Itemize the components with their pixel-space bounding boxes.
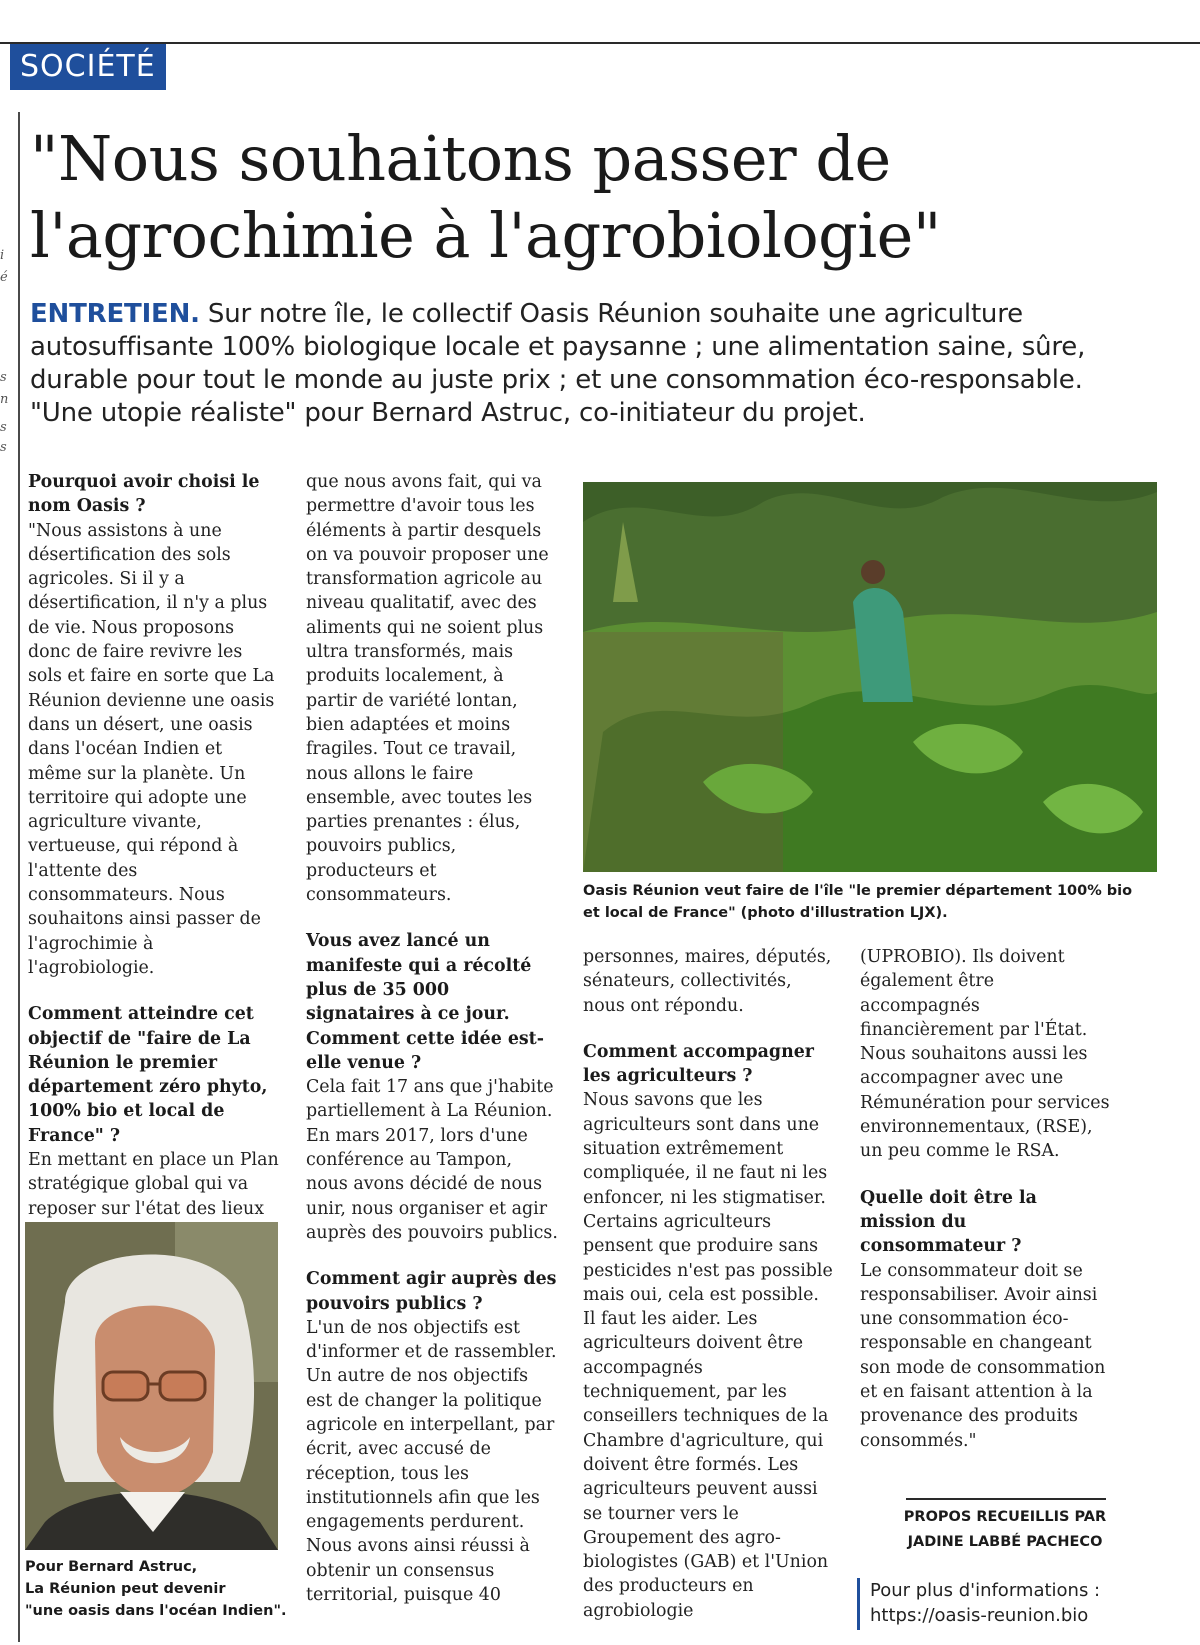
lede-text: Sur notre île, le collectif Oasis Réunion souhaite une agriculture autosuffisante 100% biologique locale et paysanne ; une alimentation saine, sûre, durable pour tout le monde au juste prix ; et une consommation éco-responsable. "Une utopie réaliste" pour Bernard Astruc, co-initiateur du projet.	[30, 299, 1086, 428]
answer: En mettant en place un Plan stratégique global qui va reposer sur l'état des lieux	[28, 1150, 279, 1219]
lede	[30, 298, 1130, 430]
info-line: Pour plus d'informations :	[870, 1580, 1101, 1601]
info-link[interactable]: https://oasis-reunion.bio	[870, 1605, 1089, 1626]
portrait-caption	[25, 1556, 295, 1622]
headline-line: "Nous souhaitons passer de	[30, 122, 891, 195]
answer: Nous savons que les agriculteurs sont dans une situation extrêmement compliquée, il ne faut ni les enfoncer, ni les stigmatiser. Certains agriculteurs pensent que produire sans pesticides n'est pas possible mais oui, cela est possible. Il faut les aider. Les agriculteurs doivent être accompagnés techniquement, par les conseillers techniques de la Chambre d'agriculture, qui doivent être formés. Les agriculteurs peuvent aussi se tourner vers le Groupement des agro-biologistes (GAB) et l'Union des producteurs en agrobiologie	[583, 1090, 833, 1621]
garden-photo	[583, 482, 1157, 872]
column-4	[860, 945, 1112, 1453]
answer: L'un de nos objectifs est d'informer et de rassembler. Un autre de nos objectifs est de changer la politique agricole en interpellant, par écrit, avec accusé de réception, tous les institutionnels afin que les engagements perdurent. Nous avons ainsi réussi à obtenir un consensus territorial, puisque 40	[306, 1317, 557, 1606]
question: Comment atteindre cet objectif de "faire de La Réunion le premier département zéro phyto, 100% bio et local de France" ?	[28, 1004, 268, 1146]
column-3	[583, 945, 835, 1623]
margin-fragment: s	[0, 370, 7, 385]
margin-fragment: é	[0, 270, 8, 285]
column-1	[28, 470, 280, 1221]
margin-fragment: i	[0, 248, 5, 263]
margin-fragment: s	[0, 420, 7, 435]
credit-line: JADINE LABBÉ PACHECO	[907, 1534, 1103, 1550]
answer: "Nous assistons à une désertification des sols agricoles. Si il y a désertification, il n'y a plus de vie. Nous proposons donc de faire revivre les sols et faire en sorte que La Réunion devienne une oasis dans un désert, une oasis dans l'océan Indien et même sur la planète. Un territoire qui adopte une agriculture vivante, vertueuse, qui répond à l'attente des consommateurs. Nous souhaitons ainsi passer de l'agrochimie à l'agrobiologie.	[28, 520, 275, 978]
caption-line: Pour Bernard Astruc,	[25, 1559, 198, 1575]
headline	[30, 120, 1180, 274]
question: Pourquoi avoir choisi le nom Oasis ?	[28, 472, 260, 517]
question: Quelle doit être la mission du consommateur ?	[860, 1187, 1037, 1257]
credit-line: PROPOS RECUEILLIS PAR	[903, 1509, 1107, 1525]
portrait-photo	[25, 1222, 278, 1550]
lede-label: ENTRETIEN.	[30, 299, 200, 329]
info-bar	[857, 1578, 860, 1630]
answer: personnes, maires, députés, sénateurs, collectivités, nous ont répondu.	[583, 947, 832, 1016]
answer: Le consommateur doit se responsabiliser. Avoir ainsi une consommation éco-responsable en changeant son mode de consommation et en faisant attention à la provenance des produits consommés."	[860, 1260, 1106, 1451]
headline-line: l'agrochimie à l'agrobiologie"	[30, 199, 941, 272]
answer: Cela fait 17 ans que j'habite partiellement à La Réunion. En mars 2017, lors d'une conférence au Tampon, nous avons décidé de nous unir, nous organiser et agir auprès des pouvoirs publics.	[306, 1077, 558, 1243]
caption-line: La Réunion peut devenir	[25, 1581, 226, 1597]
caption-line: Oasis Réunion veut faire de l'île "le premier département 100% bio	[583, 883, 1133, 899]
credit	[880, 1505, 1130, 1555]
margin-fragment: s	[0, 440, 7, 455]
question: Comment accompagner les agriculteurs ?	[583, 1041, 814, 1087]
top-rule	[0, 42, 1200, 44]
caption-line: et local de France" (photo d'illustration LJX).	[583, 905, 948, 921]
question: Vous avez lancé un manifeste qui a récolté plus de 35 000 signataires à ce jour. Comment cette idée est-elle venue ?	[306, 931, 544, 1073]
answer: que nous avons fait, qui va permettre d'avoir tous les éléments à partir desquels on va pouvoir proposer une transformation agricole au niveau qualitatif, avec des aliments qui ne soient plus ultra transformés, mais produits localement, à partir de variété lontan, bien adaptées et moins fragiles. Tout ce travail, nous allons le faire ensemble, avec toutes les parties prenantes : élus, pouvoirs publics, producteurs et consommateurs.	[306, 472, 549, 906]
more-info	[870, 1578, 1190, 1628]
question: Comment agir auprès des pouvoirs publics ?	[306, 1269, 557, 1314]
photo-caption	[583, 880, 1173, 924]
section-tag: SOCIÉTÉ	[10, 44, 166, 90]
answer: (UPROBIO). Ils doivent également être accompagnés financièrement par l'État. Nous souhaitons aussi les accompagner avec une Rémunération pour services environnementaux, (RSE), un peu comme le RSA.	[860, 947, 1110, 1162]
column-2	[306, 470, 558, 1607]
margin-fragment: n	[0, 392, 9, 407]
caption-line: "une oasis dans l'océan Indien".	[25, 1603, 287, 1619]
credit-rule	[906, 1498, 1106, 1500]
column-rule	[18, 112, 20, 1642]
